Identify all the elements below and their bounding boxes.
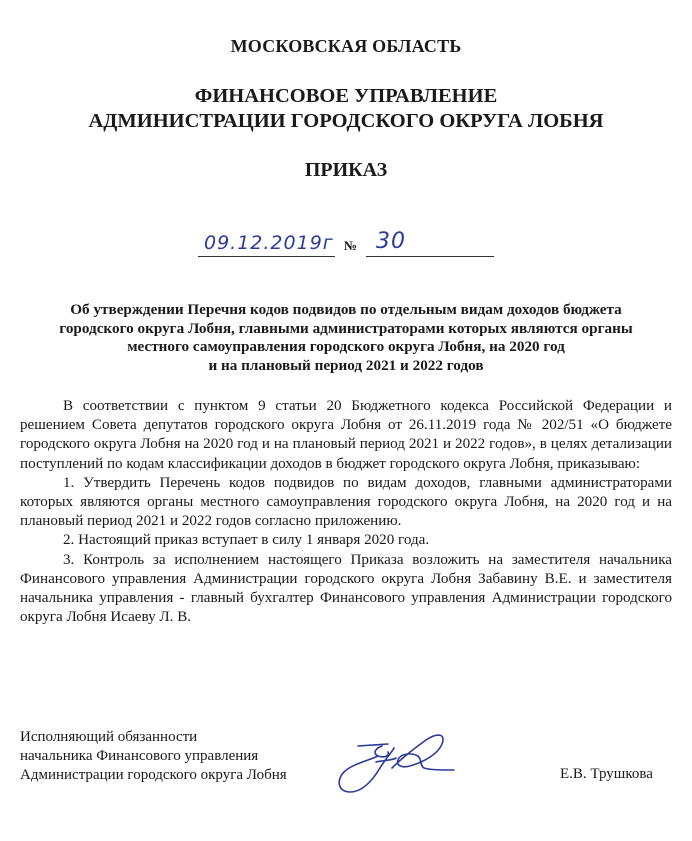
order-body <box>20 397 672 627</box>
signatory-position-line-1: Исполняющий обязанности <box>20 729 198 745</box>
order-number-handwritten: 30 <box>376 229 406 254</box>
order-date-field <box>198 224 335 257</box>
subject-line-1: Об утверждении Перечня кодов подвидов по отдельным видам доходов бюджета <box>70 301 622 318</box>
organization-heading <box>0 84 692 134</box>
document-type-title: ПРИКАЗ <box>304 159 388 181</box>
subject-line-2: городского округа Лобня, главными администраторами которых являются органы <box>59 319 633 337</box>
subject-line-3: местного самоуправления городского округа Лобня, на 2020 год <box>127 338 565 355</box>
signature-stroke-loop <box>339 746 394 792</box>
organization-line-1: ФИНАНСОВОЕ УПРАВЛЕНИЕ <box>194 85 498 107</box>
order-item-2: 2. Настоящий приказ вступает в силу 1 января 2020 года. <box>63 532 430 549</box>
signature-stroke-bar <box>358 744 388 746</box>
handwritten-signature <box>330 720 480 810</box>
order-date-number-line <box>198 224 498 264</box>
signatory-name: Е.В. Трушкова <box>560 766 653 782</box>
order-item-3: 3. Контроль за исполнением настоящего Приказа возложить на заместителя начальника Финансового управления Администрации городского округа Лобня Забавину В.Е. и заместителя начальника управления - главный бухгалтер Финансового управления Администрации городского округа Лобня Исаеву Л. В. <box>20 551 672 626</box>
order-item-1: 1. Утвердить Перечень кодов подвидов по видам доходов, главными администраторами которых являются органы местного самоуправления городского округа Лобня, на 2020 год и на плановый период 2021 и 2022 годов согласно приложению. <box>20 474 672 530</box>
subject-line-4: и на плановый период 2021 и 2022 годов <box>208 356 484 374</box>
number-sign: № <box>344 238 358 253</box>
order-subject <box>0 301 692 375</box>
organization-line-2: АДМИНИСТРАЦИИ ГОРОДСКОГО ОКРУГА ЛОБНЯ <box>88 110 604 132</box>
order-number-field <box>366 224 494 257</box>
signature-stroke-big-loop <box>392 735 454 770</box>
signatory-position <box>20 728 287 784</box>
signatory-position-line-3: Администрации городского округа Лобня <box>20 766 287 783</box>
region-heading: МОСКОВСКАЯ ОБЛАСТЬ <box>230 36 462 56</box>
signatory-position-line-2: начальника Финансового управления <box>20 747 259 764</box>
order-date-handwritten: 09.12.2019г <box>204 232 334 254</box>
preamble-paragraph: В соответствии с пунктом 9 статьи 20 Бюджетного кодекса Российской Федерации и решением Совета депутатов городского округа Лобня от 26.11.2019 года № 202/51 «О бюджете городского округа Лобня на 2020 год и на плановый период 2021 и 2022 годов», в целях детализации поступлений по кодам классификации доходов в бюджет городского округа Лобня, приказываю: <box>20 398 672 472</box>
